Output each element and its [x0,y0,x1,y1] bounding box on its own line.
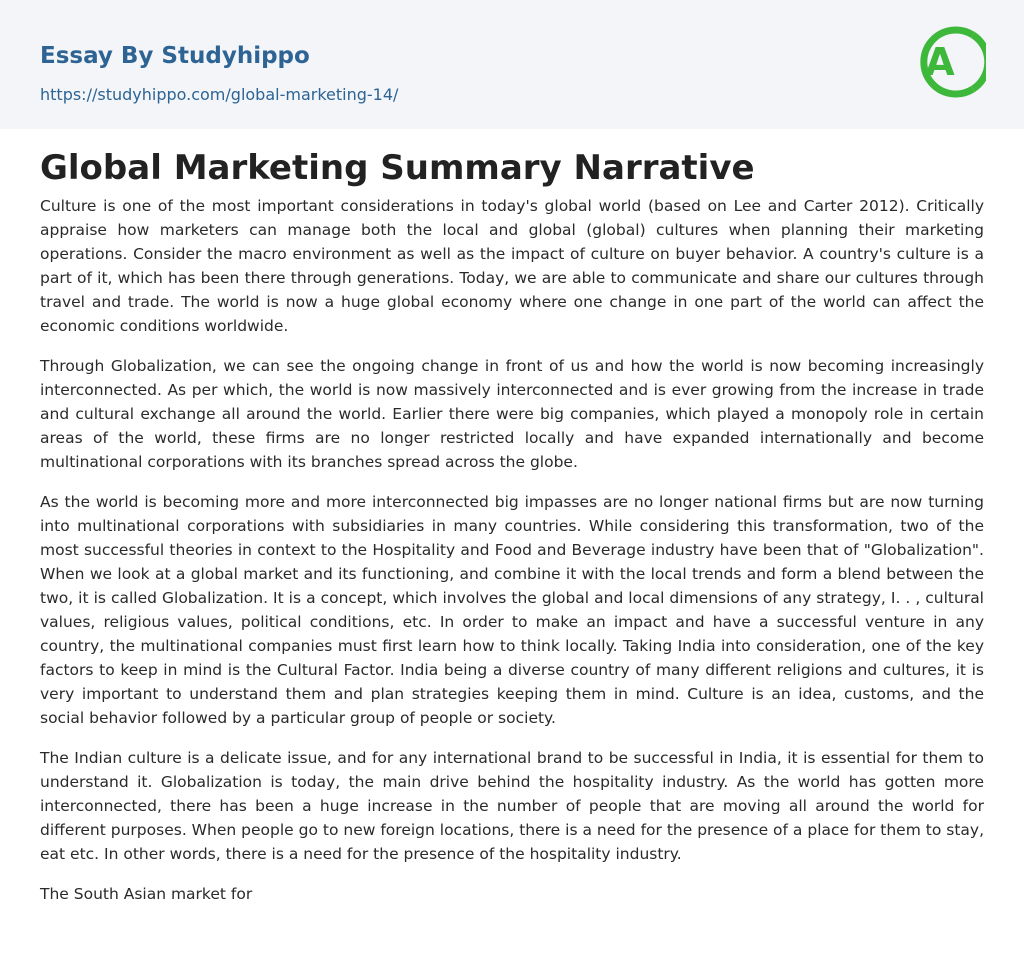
brand-name: Essay By Studyhippo [40,43,310,69]
logo-letter: A [925,40,955,84]
paragraph-5: The South Asian market for [40,885,253,903]
paragraph-4: The Indian culture is a delicate issue, and for any international brand to be successful in India, it is essential for them to understand it. Globalization is today, the main drive behind the hospitality industry. As the world has gotten more interconnected, there has been a huge increase in the number of people that are moving all around the world for different purposes. When people go to new foreign locations, there is a need for the presence of a place for them to stay, eat etc. In other words, there is a need for the presence of the hospitality industry. [40,749,984,863]
paragraph-1: Culture is one of the most important considerations in today's global world (based on Lee and Carter 2012). Critically appraise how marketers can manage both the local and global (global) cultures when planning their marketing operations. Consider the macro environment as well as the impact of culture on buyer behavior. A country's culture is a part of it, which has been there through generations. Today, we are able to communicate and share our cultures through travel and trade. The world is now a huge global economy where one change in one part of the world can affect the economic conditions worldwide. [40,197,984,335]
page-title: Global Marketing Summary Narrative [40,148,755,188]
paragraph-2: Through Globalization, we can see the ongoing change in front of us and how the world is now becoming increasingly interconnected. As per which, the world is now massively interconnected and is ever growing from the increase in trade and cultural exchange all around the world. Earlier there were big companies, which played a monopoly role in certain areas of the world, these firms are no longer restricted locally and have expanded internationally and become multinational corporations with its branches spread across the globe. [40,357,984,471]
source-url-link[interactable]: https://studyhippo.com/global-marketing-14/ [40,85,399,104]
article-body [40,194,984,922]
studyhippo-logo-icon[interactable] [912,19,986,105]
paragraph-3: As the world is becoming more and more interconnected big impasses are no longer national firms but are now turning into multinational corporations with subsidiaries in many countries. While considering this transformation, two of the most successful theories in context to the Hospitality and Food and Beverage industry have been that of "Globalization". When we look at a global market and its functioning, and combine it with the local trends and form a blend between the two, it is called Globalization. It is a concept, which involves the global and local dimensions of any strategy, I. . , cultural values, religious values, political conditions, etc. In order to make an impact and have a successful venture in any country, the multinational companies must first learn how to think locally. Taking India into consideration, one of the key factors to keep in mind is the Cultural Factor. India being a diverse country of many different religions and cultures, it is very important to understand them and plan strategies keeping them in mind. Culture is an idea, customs, and the social behavior followed by a particular group of people or society. [40,493,984,727]
